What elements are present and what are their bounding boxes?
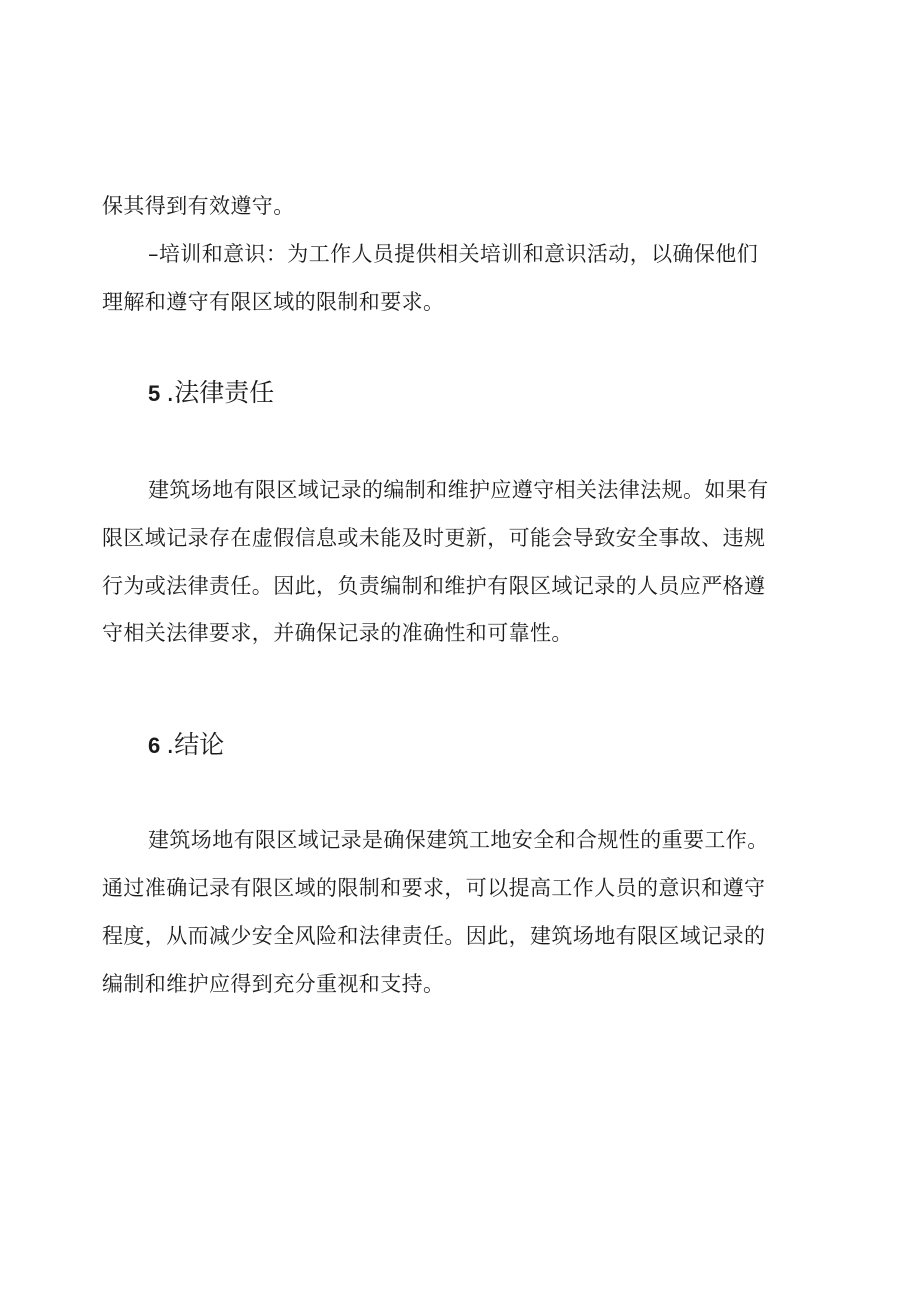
paragraph-line: 限区域记录存在虚假信息或未能及时更新，可能会导致安全事故、违规 (102, 526, 766, 550)
paragraph-line: 保其得到有效遵守。 (102, 194, 295, 218)
section-heading-conclusion (148, 728, 224, 763)
paragraph-line: 编制和维护应得到充分重视和支持。 (102, 972, 445, 996)
paragraph-line: 理解和遵守有限区域的限制和要求。 (102, 290, 445, 314)
paragraph-line: 通过准确记录有限区域的限制和要求，可以提高工作人员的意识和遵守 (102, 876, 766, 900)
paragraph-line: 守相关法律要求，并确保记录的准确性和可靠性。 (102, 621, 573, 645)
section-title: .结论 (166, 730, 225, 759)
bullet-training-line: –培训和意识：为工作人员提供相关培训和意识活动，以确保他们 (148, 242, 759, 266)
section-title: .法律责任 (166, 378, 275, 407)
paragraph-line: 程度，从而减少安全风险和法律责任。因此，建筑场地有限区域记录的 (102, 924, 766, 948)
section-number: 6 (148, 733, 161, 758)
section-number: 5 (148, 381, 161, 406)
paragraph-line: 建筑场地有限区域记录是确保建筑工地安全和合规性的重要工作。 (148, 828, 769, 852)
section-heading-legal-liability (148, 376, 274, 411)
paragraph-line: 建筑场地有限区域记录的编制和维护应遵守相关法律法规。如果有 (148, 478, 769, 502)
paragraph-line: 行为或法律责任。因此，负责编制和维护有限区域记录的人员应严格遵 (102, 574, 766, 598)
